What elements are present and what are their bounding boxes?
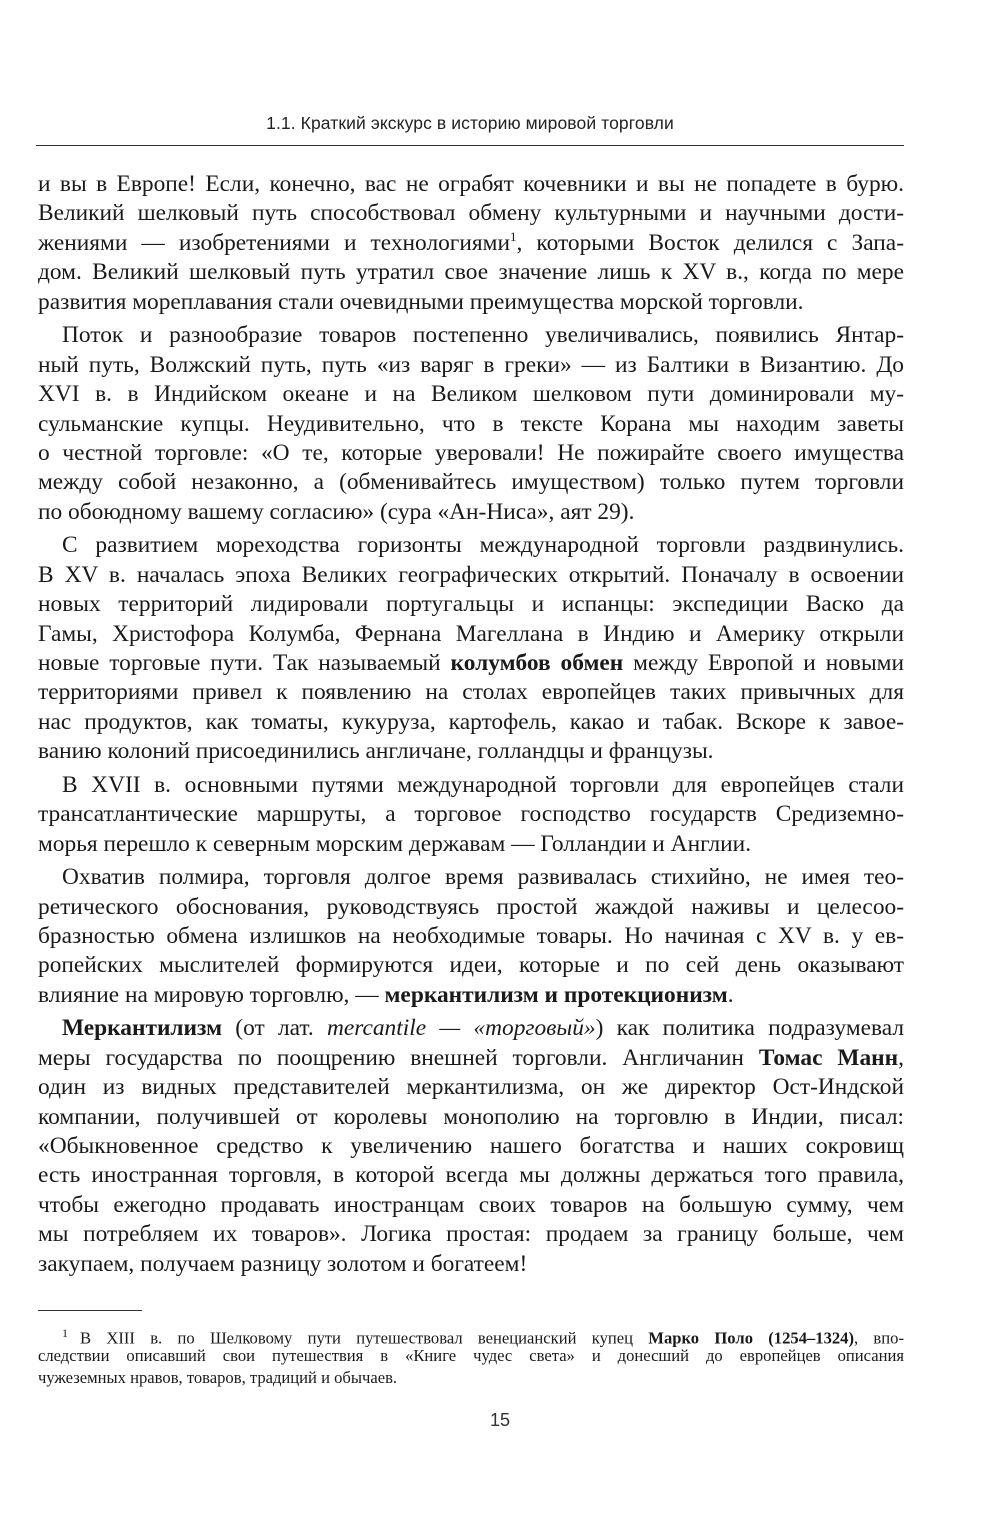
text-line: В XV в. началась эпоха Великих географических открытий. Поначалу в освоении bbox=[38, 561, 904, 588]
footnote bbox=[38, 1322, 904, 1390]
text-line: Гамы, Христофора Колумба, Фернана Магеллана в Индию и Америку открыли bbox=[38, 620, 904, 647]
bold-term: меркантилизм и протекционизм bbox=[384, 981, 728, 1008]
text-line: чтобы ежегодно продавать иностранцам своих товаров на большую сумму, чем bbox=[38, 1191, 904, 1218]
footnote-line: следствии описавший свои путешествия в «Книге чудес света» и донесший до европейцев описания bbox=[38, 1345, 904, 1365]
text-span: жениями — изобретениями и технологиями bbox=[38, 229, 510, 256]
bold-term: Марко Поло (1254–1324) bbox=[648, 1328, 854, 1348]
text-span: меры государства по поощрению внешней торговли. Англичанин bbox=[38, 1044, 759, 1071]
text-line: закупаем, получаем разницу золотом и богатеем! bbox=[38, 1250, 528, 1277]
text-span: между Европой и новыми bbox=[623, 650, 904, 676]
text-line: территориями привел к появлению на столах европейцев таких привычных для bbox=[38, 679, 904, 706]
paragraph-2 bbox=[38, 321, 904, 527]
text-span: , которыми Восток делился с Запа- bbox=[516, 229, 904, 256]
bold-term: Меркантилизм bbox=[62, 1015, 223, 1042]
text-line: «Обыкновенное средство к увеличению нашего богатства и наших сокровищ bbox=[38, 1133, 904, 1159]
text-line: бразностью обмена излишков на необходимые товары. Но начиная с XV в. у ев- bbox=[38, 922, 904, 949]
body-text bbox=[38, 170, 904, 1279]
text-line: развития мореплавания стали очевидными преимущества морской торговли. bbox=[38, 288, 804, 315]
text-line: XVI в. в Индийском океане и на Великом шелковом пути доминировали му- bbox=[38, 381, 904, 408]
text-line: есть иностранная торговля, в которой всегда мы должны держаться того правила, bbox=[38, 1162, 904, 1189]
text-span: . bbox=[727, 981, 734, 1008]
text-span: (от лат. bbox=[222, 1015, 327, 1042]
text-line bbox=[38, 649, 904, 678]
text-span: , впо- bbox=[854, 1328, 904, 1348]
text-line: мы потребляем их товаров». Логика простая: продаем за границу больше, чем bbox=[38, 1221, 904, 1248]
footnote-line bbox=[38, 1322, 904, 1348]
text-line: С развитием мореходства горизонты международной торговли раздвинулись. bbox=[62, 532, 904, 559]
text-span: влияние на мировую торговлю, — bbox=[38, 981, 385, 1008]
text-line: компании, получившей от королевы монополию на торговлю в Индии, писал: bbox=[38, 1103, 904, 1130]
bold-term: Томас Манн bbox=[758, 1044, 899, 1071]
text-line: о честной торговле: «О те, которые уверовали! Не пожирайте своего имущества bbox=[38, 439, 904, 466]
text-line: ный путь, Волжский путь, путь «из варяг в греки» — из Балтики в Византию. До bbox=[38, 351, 904, 378]
text-line: Великий шелковый путь способствовал обмену культурными и научными дости- bbox=[38, 200, 904, 227]
text-line: морья перешло к северным морским державам — Голландии и Англии. bbox=[38, 830, 752, 857]
text-line: трансатлантические маршруты, а торговое господство государств Средиземно- bbox=[38, 801, 904, 828]
text-line: по обоюдному вашему согласию» (сура «Ан-Ниса», аят 29). bbox=[38, 498, 635, 525]
text-line: ропейских мыслителей формируются идеи, которые и по сей день оказывают bbox=[38, 952, 904, 979]
footnote-mark: 1 bbox=[62, 1326, 68, 1340]
text-line bbox=[38, 1014, 904, 1043]
text-line: сульманские купцы. Неудивительно, что в тексте Корана мы находим заветы bbox=[38, 410, 904, 437]
text-line: и вы в Европе! Если, конечно, вас не ограбят кочевники и вы не попадете в бурю. bbox=[38, 171, 904, 197]
text-line: Поток и разнообразие товаров постепенно увеличивались, появились Янтар- bbox=[62, 322, 904, 349]
text-line: ретического обоснования, руководствуясь простой жаждой наживы и целесоо- bbox=[38, 893, 904, 920]
text-span: новые торговые пути. Так называемый bbox=[38, 650, 451, 676]
running-head: 1.1. Краткий экскурс в историю мировой торговли bbox=[266, 113, 674, 133]
paragraph-6 bbox=[38, 1014, 904, 1279]
text-line: между собой незаконно, а (обменивайтесь имуществом) только путем торговли bbox=[38, 469, 904, 496]
text-line: один из видных представителей меркантилизма, он же директор Ост-Индской bbox=[38, 1074, 904, 1101]
text-line bbox=[38, 1044, 904, 1073]
paragraph-1 bbox=[38, 170, 904, 317]
paragraph-3 bbox=[38, 531, 904, 767]
header-rule bbox=[36, 145, 904, 146]
text-span: , bbox=[898, 1044, 904, 1071]
text-line: В XVII в. основными путями международной торговли для европейцев стали bbox=[62, 771, 904, 798]
text-line: дом. Великий шелковый путь утратил свое значение лишь к XV в., когда по мере bbox=[38, 259, 904, 286]
text-span: В XIII в. по Шелковому пути путешествовал венецианский купец bbox=[80, 1328, 649, 1348]
italic-term: mercantile — «торговый» bbox=[326, 1015, 596, 1042]
footnote-line: чужеземных нравов, товаров, традиций и обычаев. bbox=[38, 1368, 398, 1387]
text-line: новых территорий лидировали португальцы и испанцы: экспедиции Васко да bbox=[38, 591, 904, 618]
paragraph-4 bbox=[38, 771, 904, 859]
text-line bbox=[38, 229, 904, 258]
text-span: ) как политика подразумевал bbox=[595, 1015, 904, 1042]
bold-term: колумбов обмен bbox=[450, 650, 624, 676]
text-line: нас продуктов, как томаты, кукуруза, картофель, какао и табак. Вскоре к завое- bbox=[38, 708, 904, 735]
text-line: ванию колоний присоединились англичане, голландцы и французы. bbox=[38, 738, 714, 765]
text-line bbox=[38, 981, 904, 1010]
footnote-rule bbox=[38, 1310, 142, 1311]
text-line: Охватив полмира, торговля долгое время развивалась стихийно, не имея тео- bbox=[62, 864, 904, 891]
paragraph-5 bbox=[38, 863, 904, 1010]
footnote-ref: 1 bbox=[510, 229, 517, 245]
page-number: 15 bbox=[489, 1410, 511, 1430]
